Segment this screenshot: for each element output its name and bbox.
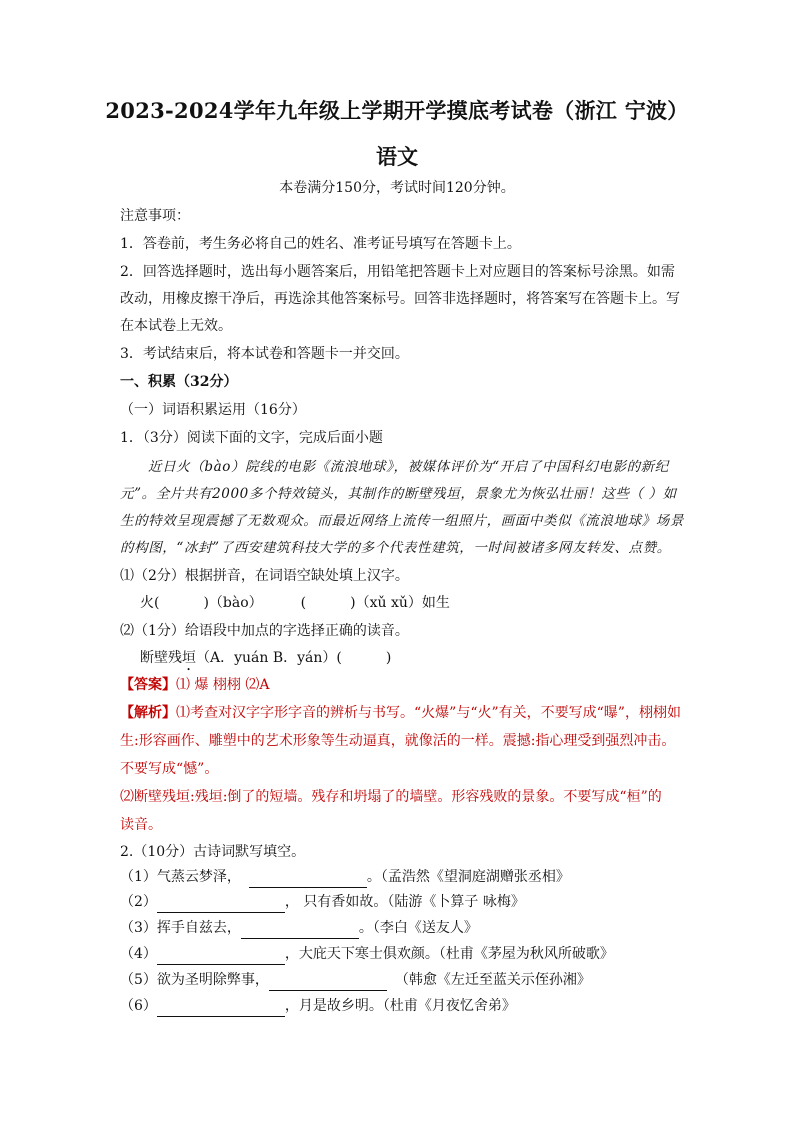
poem-item xyxy=(120,891,690,913)
choice-word: 断壁残 xyxy=(140,650,182,666)
subsection-heading: （一）词语积累运用（16分） xyxy=(120,402,306,418)
answer-blank[interactable] xyxy=(269,974,387,991)
answer-text: ⑴ 爆 栩栩 ⑵A xyxy=(176,677,270,693)
sub-question-1-fill xyxy=(140,592,710,614)
analysis-line xyxy=(120,702,690,724)
question-1-stem: 1．（3分）阅读下面的文字，完成后面小题 xyxy=(120,430,383,446)
notes-item: 改动，用橡皮擦干净后，再选涂其他答案标号。回答非选择题时，将答案写在答题卡上。写 xyxy=(120,291,680,307)
poem-post: ，月是故乡明。（杜甫《月夜忆舍弟》 xyxy=(284,998,516,1014)
analysis-text: ⑵断壁残垣:残垣:倒了的短墙。残存和坍塌了的墙壁。形容残败的景象。不要写成“桓”的 xyxy=(120,789,662,805)
poem-pre: （2） xyxy=(120,894,157,910)
choice-close: ) xyxy=(385,650,392,666)
passage-line: 近日火（bào）院线的电影《流浪地球》，被媒体评价为“开启了中国科幻电影的新纪 xyxy=(148,459,669,475)
passage-line: 生的特效呈现震撼了无数观众。而最近网络上流传一组照片，画面中类似《流浪地球》场景 xyxy=(120,513,684,529)
exam-subject: 语文 xyxy=(376,144,418,169)
exam-title: 2023-2024学年九年级上学期开学摸底考试卷（浙江 宁波） xyxy=(105,98,689,123)
poem-item xyxy=(120,943,690,965)
poem-pre: （1）气蒸云梦泽， xyxy=(120,869,241,885)
notes-item: 3．考试结束后，将本试卷和答题卡一并交回。 xyxy=(120,346,409,362)
poem-item xyxy=(120,866,690,888)
fill-prefix: 火( xyxy=(140,595,160,611)
poem-pre: （4） xyxy=(120,946,157,962)
notes-item: 2．回答选择题时，选出每小题答案后，用铅笔把答题卡上对应题目的答案标号涂黑。如需 xyxy=(120,264,675,280)
poem-post: 。（孟浩然《望洞庭湖赠张丞相》 xyxy=(366,869,570,885)
analysis-text: 生:形容画作、雕塑中的艺术形象等生动逼真，就像活的一样。震撼:指心理受到强烈冲击。 xyxy=(120,733,676,749)
poem-post: ， 只有香如故。（陆游《卜算子 咏梅》 xyxy=(284,894,525,910)
answer-blank[interactable] xyxy=(241,922,359,939)
poem-pre: （3）挥手自兹去， xyxy=(120,920,241,936)
poem-item xyxy=(120,995,690,1017)
poem-item xyxy=(120,917,690,939)
exam-meta: 本卷满分150分，考试时间120分钟。 xyxy=(279,180,515,196)
sub-question-1: ⑴（2分）根据拼音，在词语空缺处填上汉字。 xyxy=(120,568,409,584)
analysis-text: 读音。 xyxy=(120,817,162,833)
analysis-text: 不要写成“憾”。 xyxy=(120,761,219,777)
answer-blank[interactable] xyxy=(157,1000,285,1017)
section-heading: 一、积累（32分） xyxy=(120,374,238,390)
answer-blank[interactable] xyxy=(249,871,367,888)
answer-blank[interactable] xyxy=(157,948,285,965)
poem-pre: （5）欲为圣明除弊事， xyxy=(120,972,269,988)
choice-options: （A．yuán B．yán）( xyxy=(196,650,342,666)
answer-line xyxy=(120,674,690,696)
notes-item: 1．答卷前，考生务必将自己的姓名、准考证号填写在答题卡上。 xyxy=(120,236,521,252)
question-2-stem: 2.（10分）古诗词默写填空。 xyxy=(120,844,306,860)
poem-post: （韩愈《左迁至蓝关示侄孙湘》 xyxy=(394,972,591,988)
notes-item: 在本试卷上无效。 xyxy=(120,318,232,334)
poem-pre: （6） xyxy=(120,998,157,1014)
fill-suffix: )（xǔ xǔ）如生 xyxy=(350,595,450,611)
poem-post: ，大庇天下寒士俱欢颜。（杜甫《茅屋为秋风所破歌》 xyxy=(284,946,614,962)
poem-post: 。（李白《送友人》 xyxy=(358,920,478,936)
fill-pinyin: )（bào） xyxy=(203,595,263,611)
passage-line: 元”。全片共有2000多个特效镜头，其制作的断壁残垣，景象尤为恢弘壮丽！这些（ ）如 xyxy=(120,486,677,502)
analysis-text: ⑴考查对汉字字形字音的辨析与书写。“火爆”与“火”有关，不要写成“曝”，栩栩如 xyxy=(176,705,681,721)
sub-question-2-choice xyxy=(140,647,710,674)
answer-blank[interactable] xyxy=(157,896,285,913)
notes-heading: 注意事项： xyxy=(120,208,190,224)
analysis-label: 【解析】 xyxy=(120,705,176,721)
fill-open: ( xyxy=(300,595,307,611)
sub-question-2: ⑵（1分）给语段中加点的字选择正确的读音。 xyxy=(120,623,409,639)
passage-line: 的构图，“冰封”了西安建筑科技大学的多个代表性建筑，一时间被诸多网友转发、点赞。 xyxy=(120,540,671,556)
answer-label: 【答案】 xyxy=(120,677,176,693)
dotted-char: 垣 xyxy=(182,650,196,666)
poem-item xyxy=(120,969,690,991)
